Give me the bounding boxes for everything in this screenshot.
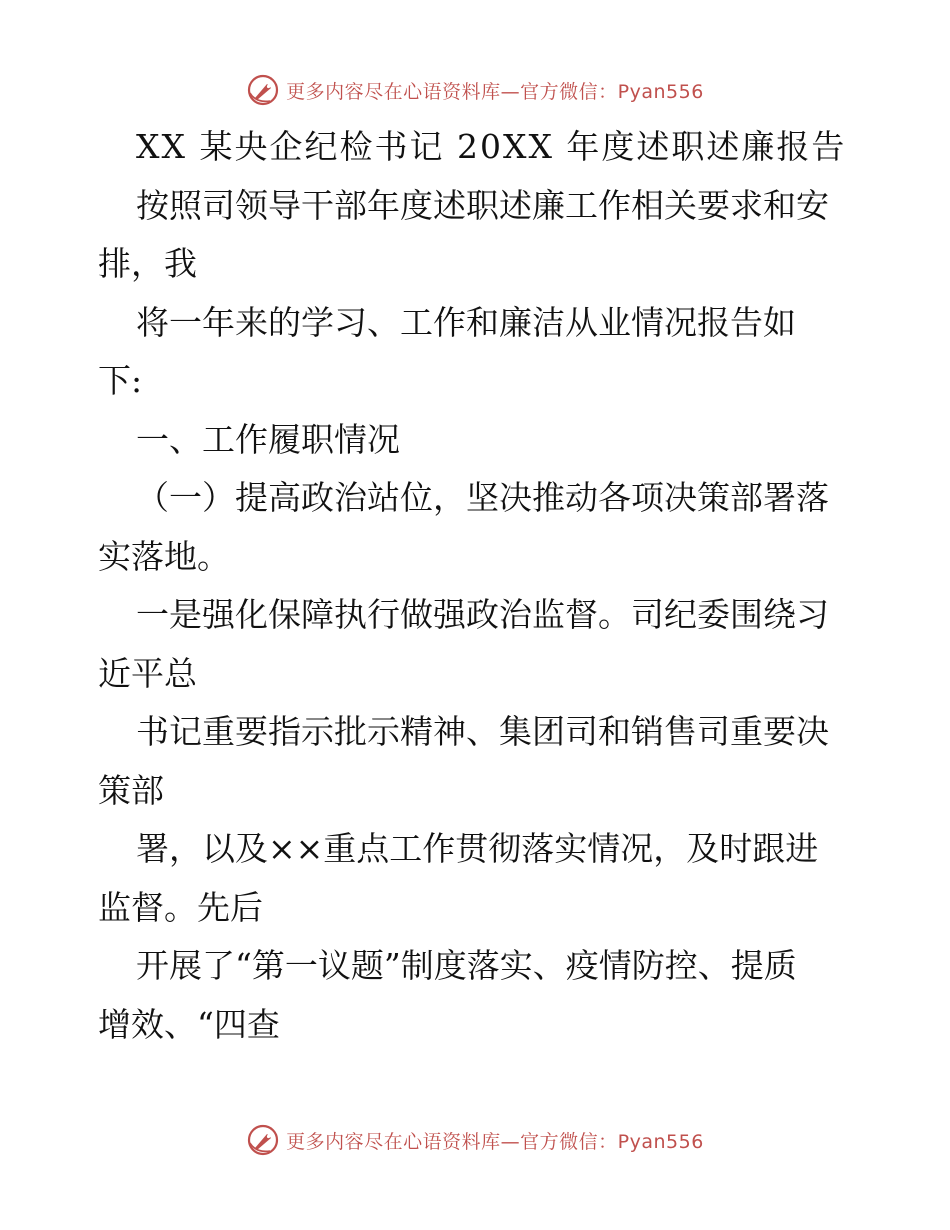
header-watermark-banner <box>0 70 950 110</box>
footer-watermark-text: 更多内容尽在心语资料库—官方微信：Pyan556 <box>286 1130 704 1153</box>
paragraph-line: 策部 <box>98 770 164 810</box>
paragraph-line: 监督。先后 <box>98 887 263 927</box>
paragraph-line: 书记重要指示批示精神、集团司和销售司重要决 <box>136 712 829 751</box>
paragraph-line: 一是强化保障执行做强政治监督。司纪委围绕习 <box>136 595 829 634</box>
paragraph-line: 增效、“四查 <box>98 1004 280 1044</box>
section-heading: 一、工作履职情况 <box>136 419 400 459</box>
subsection-heading: （一）提高政治站位，坚决推动各项决策部署落 <box>136 478 829 517</box>
footer-watermark-banner <box>0 1120 950 1160</box>
paragraph-line: 排，我 <box>98 244 197 283</box>
pen-nib-logo-icon <box>246 1123 280 1157</box>
paragraph-line: 按照司领导干部年度述职述廉工作相关要求和安 <box>136 185 829 225</box>
header-watermark-text: 更多内容尽在心语资料库—官方微信：Pyan556 <box>286 80 704 103</box>
document-body <box>98 118 854 1054</box>
paragraph-line: 近平总 <box>98 653 197 693</box>
paragraph-line: 实落地。 <box>98 536 230 576</box>
paragraph-line: 开展了“第一议题”制度落实、疫情防控、提质 <box>136 946 797 985</box>
paragraph-line: 将一年来的学习、工作和廉洁从业情况报告如 <box>136 302 796 342</box>
document-title: XX 某央企纪检书记 20XX 年度述职述廉报告 <box>136 127 847 166</box>
paragraph-line: 署，以及××重点工作贯彻落实情况，及时跟进 <box>136 829 819 868</box>
paragraph-line: 下: <box>98 361 143 400</box>
pen-nib-logo-icon <box>246 73 280 107</box>
